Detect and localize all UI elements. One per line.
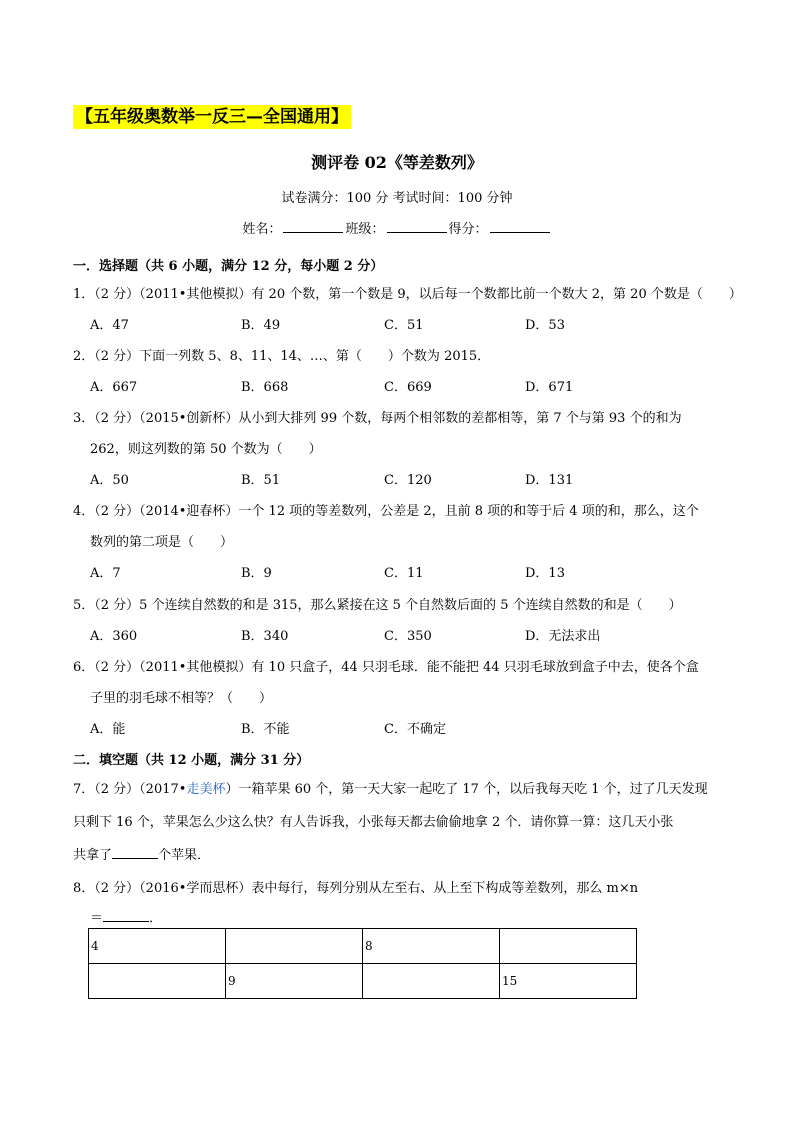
- class-blank[interactable]: [387, 220, 447, 233]
- q6-option-b[interactable]: B．不能: [241, 722, 290, 737]
- class-label: 班级：: [345, 222, 385, 237]
- q2-option-b[interactable]: B．668: [241, 380, 289, 395]
- table-row: [89, 964, 637, 999]
- q8-answer-blank[interactable]: [103, 909, 149, 922]
- table-cell: 4: [89, 929, 226, 964]
- q7-line-1-rest: ）一箱苹果 60 个，第一天大家一起吃了 17 个，以后我每天吃 1 个，过了几天发现: [225, 782, 708, 797]
- table-cell: 8: [363, 929, 500, 964]
- exam-subtitle: 试卷满分：100 分 考试时间：100 分钟: [281, 191, 513, 206]
- table-cell: [500, 929, 637, 964]
- table-cell: 9: [226, 964, 363, 999]
- question-3-line-2: 262，则这列数的第 50 个数为（ ）: [90, 442, 322, 457]
- exam-banner: 【五年级奥数举一反三—全国通用】: [73, 105, 351, 129]
- question-4-line-1: 4．（2 分）（2014•迎春杯）一个 12 项的等差数列，公差是 2，且前 8 项的和等于后 4 项的和，那么，这个: [73, 504, 699, 519]
- section-fill-heading: 二．填空题（共 12 小题，满分 31 分）: [73, 753, 310, 768]
- table-cell: [89, 964, 226, 999]
- q7-line-3-start: 共拿了: [73, 848, 113, 863]
- question-8-line-2: [90, 907, 162, 926]
- q3-option-c[interactable]: C．120: [384, 473, 432, 488]
- q3-option-b[interactable]: B．51: [241, 473, 281, 488]
- q7-prefix: 7．（2 分）（2017•: [73, 782, 187, 797]
- question-7-line-3: [73, 844, 210, 863]
- q4-option-a[interactable]: A．7: [90, 566, 121, 581]
- q2-option-c[interactable]: C．669: [384, 380, 432, 395]
- question-6-line-2: 子里的羽毛球不相等？（ ）: [90, 691, 273, 706]
- question-7-line-1: [73, 778, 708, 797]
- q8-equals: ＝: [90, 911, 104, 926]
- question-5: 5．（2 分）5 个连续自然数的和是 315，那么紧接在这 5 个自然数后面的 5 个连续自然数的和是（ ）: [73, 598, 682, 613]
- q5-option-a[interactable]: A．360: [90, 629, 138, 644]
- question-6-line-1: 6．（2 分）（2011•其他模拟）有 10 只盒子，44 只羽毛球．能不能把 44 只羽毛球放到盒子中去，使各个盒: [73, 660, 699, 675]
- table-cell: 15: [500, 964, 637, 999]
- q1-option-c[interactable]: C．51: [384, 318, 424, 333]
- q6-option-a[interactable]: A．能: [90, 722, 126, 737]
- question-7-line-2: 只剩下 16 个，苹果怎么少这么快？有人告诉我，小张每天都去偷偷地拿 2 个．请你算一算：这几天小张: [73, 815, 674, 830]
- table-cell: [226, 929, 363, 964]
- question-1: 1．（2 分）（2011•其他模拟）有 20 个数，第一个数是 9，以后每一个数都比前一个数大 2，第 20 个数是（ ）: [73, 287, 742, 302]
- q6-option-c[interactable]: C．不确定: [384, 722, 446, 737]
- score-blank[interactable]: [490, 220, 550, 233]
- q8-period: ．: [149, 911, 163, 926]
- question-8-line-1: 8．（2 分）（2016•学而思杯）表中每行，每列分别从左至右、从上至下构成等差数列，那么 m×n: [73, 881, 639, 896]
- sequence-table: [88, 928, 637, 999]
- table-row: [89, 929, 637, 964]
- exam-title: 测评卷 02《等差数列》: [311, 153, 483, 172]
- q3-option-a[interactable]: A．50: [90, 473, 129, 488]
- q4-option-d[interactable]: D．13: [525, 566, 565, 581]
- question-2: 2．（2 分）下面一列数 5、8、11、14、…、第（ ）个数为 2015．: [73, 349, 491, 364]
- table-cell: [363, 964, 500, 999]
- student-info-line: [0, 218, 794, 237]
- q5-option-b[interactable]: B．340: [241, 629, 289, 644]
- score-label: 得分：: [448, 222, 488, 237]
- q7-source-link[interactable]: 走美杯: [186, 782, 226, 797]
- q7-answer-blank[interactable]: [112, 846, 158, 859]
- q2-option-d[interactable]: D．671: [525, 380, 574, 395]
- q5-option-c[interactable]: C．350: [384, 629, 432, 644]
- q3-option-d[interactable]: D．131: [525, 473, 574, 488]
- q1-option-d[interactable]: D．53: [525, 318, 565, 333]
- q7-line-3-end: 个苹果．: [158, 848, 211, 863]
- q1-option-b[interactable]: B．49: [241, 318, 281, 333]
- name-label: 姓名：: [242, 222, 282, 237]
- q5-option-d[interactable]: D．无法求出: [525, 629, 601, 644]
- q1-option-a[interactable]: A．47: [90, 318, 129, 333]
- name-blank[interactable]: [283, 220, 343, 233]
- q4-option-c[interactable]: C．11: [384, 566, 424, 581]
- question-3-line-1: 3．（2 分）（2015•创新杯）从小到大排列 99 个数，每两个相邻数的差都相等，第 7 个与第 93 个的和为: [73, 411, 682, 426]
- question-4-line-2: 数列的第二项是（ ）: [90, 535, 234, 550]
- q2-option-a[interactable]: A．667: [90, 380, 138, 395]
- q4-option-b[interactable]: B．9: [241, 566, 272, 581]
- section-choice-heading: 一．选择题（共 6 小题，满分 12 分，每小题 2 分）: [73, 259, 384, 274]
